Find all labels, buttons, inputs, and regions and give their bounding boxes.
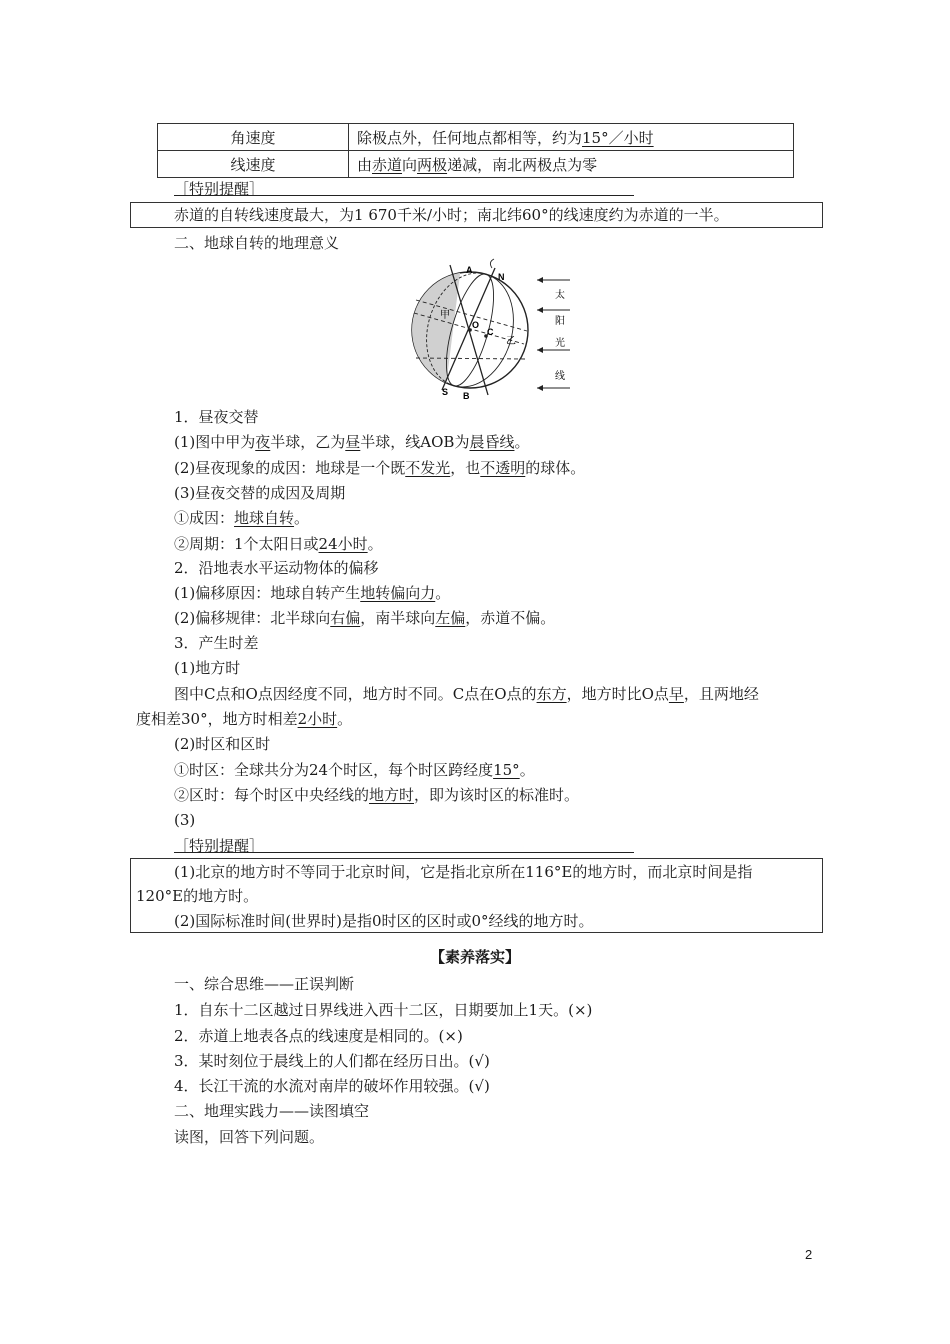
text-line: ①成因：地球自转。 bbox=[174, 509, 310, 527]
sun-char: 太 bbox=[555, 290, 565, 301]
list-item: 3．某时刻位于晨线上的人们都在经历日出。(√) bbox=[174, 1052, 490, 1070]
tip-rule bbox=[174, 195, 634, 196]
label-O: O bbox=[472, 320, 480, 330]
list-item: 1．自东十二区越过日界线进入西十二区，日期要加上1天。(×) bbox=[174, 1001, 593, 1019]
tip-label: ［特别提醒］ bbox=[174, 837, 265, 855]
label-N: N bbox=[498, 272, 505, 282]
text-line: (3)昼夜交替的成因及周期 bbox=[174, 484, 346, 502]
label-B: B bbox=[463, 391, 470, 401]
text-line: ②周期：1个太阳日或24小时。 bbox=[174, 535, 383, 553]
tip-rule bbox=[174, 852, 634, 853]
section-title: 二、地球自转的地理意义 bbox=[174, 234, 340, 252]
sun-char: 线 bbox=[555, 371, 565, 382]
tip-text: 120°E的地方时。 bbox=[136, 887, 259, 905]
text-line: ②区时：每个时区中央经线的地方时，即为该时区的标准时。 bbox=[174, 786, 580, 804]
label-C: C bbox=[487, 327, 494, 337]
table-cell-key: 线速度 bbox=[158, 151, 349, 178]
text-line: 二、地理实践力——读图填空 bbox=[174, 1102, 370, 1120]
earth-daynight-figure bbox=[400, 258, 590, 403]
text-line: (2)偏移规律：北半球向右偏，南半球向左偏，赤道不偏。 bbox=[174, 609, 556, 627]
subsection-title: 3．产生时差 bbox=[174, 634, 259, 652]
text-line: 图中C点和O点因经度不同，地方时不同。C点在O点的东方，地方时比O点早，且两地经 bbox=[174, 685, 759, 703]
tip-text: (1)北京的地方时不等同于北京时间，它是指北京所在116°E的地方时，而北京时间是指 bbox=[174, 863, 753, 881]
tip-text: (2)国际标准时间(世界时)是指0时区的区时或0°经线的地方时。 bbox=[174, 912, 594, 930]
label-yi: 乙 bbox=[506, 336, 516, 347]
table-row bbox=[158, 151, 794, 178]
text-line: 读图，回答下列问题。 bbox=[174, 1128, 325, 1146]
label-A: A bbox=[466, 265, 473, 275]
subsection-title: 1．昼夜交替 bbox=[174, 408, 259, 426]
text-line: ①时区：全球共分为24个时区，每个时区跨经度15°。 bbox=[174, 761, 535, 779]
text-line: (2)时区和区时 bbox=[174, 735, 271, 753]
text-line: 度相差30°，地方时相差2小时。 bbox=[136, 710, 353, 728]
list-item: 4．长江干流的水流对南岸的破坏作用较强。(√) bbox=[174, 1077, 490, 1095]
sunlight-arrows bbox=[537, 277, 570, 391]
text-line: (1)图中甲为夜半球，乙为昼半球，线AOB为晨昏线。 bbox=[174, 433, 530, 451]
table-cell-key: 角速度 bbox=[158, 124, 349, 151]
table-cell-value: 除极点外，任何地点都相等，约为15°／小时 bbox=[349, 124, 794, 151]
sun-char: 阳 bbox=[555, 316, 565, 327]
rotation-speed-table bbox=[157, 123, 794, 178]
text-line: (1)地方时 bbox=[174, 659, 241, 677]
text-line: (2)昼夜现象的成因：地球是一个既不发光，也不透明的球体。 bbox=[174, 459, 586, 477]
label-S: S bbox=[442, 387, 449, 397]
text-line: (3) bbox=[174, 811, 196, 829]
tip-text: 赤道的自转线速度最大，为1 670千米/小时；南北纬60°的线速度约为赤道的一半。 bbox=[174, 206, 729, 224]
subsection-title: 2．沿地表水平运动物体的偏移 bbox=[174, 559, 379, 577]
sun-char: 光 bbox=[555, 338, 565, 349]
tip-label: ［特别提醒］ bbox=[174, 180, 265, 198]
page-number: 2 bbox=[805, 1247, 813, 1262]
section-heading: 【素养落实】 bbox=[430, 948, 521, 966]
text-line: (1)偏移原因：地球自转产生地转偏向力。 bbox=[174, 584, 451, 602]
list-item: 2．赤道上地表各点的线速度是相同的。(×) bbox=[174, 1027, 463, 1045]
label-jia: 甲 bbox=[440, 310, 450, 321]
text-line: 一、综合思维——正误判断 bbox=[174, 975, 355, 993]
table-row bbox=[158, 124, 794, 151]
table-cell-value: 由赤道向两极递减，南北两极点为零 bbox=[349, 151, 794, 178]
